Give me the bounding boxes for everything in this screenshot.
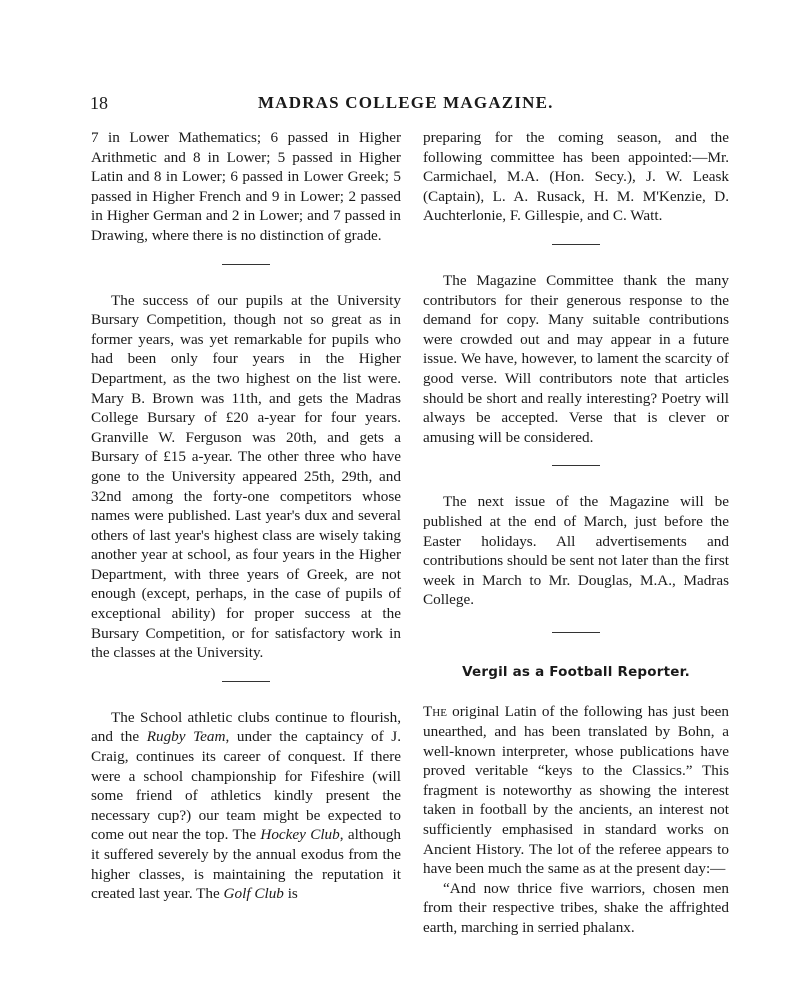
rugby-team-name: Rugby Team <box>146 728 226 746</box>
article-heading: Vergil as a Football Reporter. <box>462 663 690 680</box>
article-intro-paragraph: The original Latin of the following has just been unearthed, and has been translated by Bohn, a well-known interpreter, whose publications have proved veritable “keys to the Classics.” This fragment is noteworthy as showing the interest taken in football by the ancients, an interest not sufficiently emphasised in standard works on Ancient History. The lot of the referee appears to have been much the same as at the present day:— <box>423 703 729 878</box>
golf-club-name: Golf Club <box>223 885 284 903</box>
section-divider <box>552 465 600 466</box>
section-divider <box>552 244 600 245</box>
hockey-club-name: Hockey Club <box>260 826 340 844</box>
next-issue-paragraph: The next issue of the Magazine will be published at the end of March, just before the Easter holidays. All advertisements and contributions should be sent not later than the first week in March to Mr. Douglas, M.A., Madras College. <box>423 493 729 609</box>
bursary-paragraph: The success of our pupils at the University Bursary Competition, though not so great as in former years, was yet remarkable for pupils who had been only four years in the Higher Department, as the two highest on the list were. Mary B. Brown was 11th, and gets the Madras College Bursary of £20 a-year for four years. Granville W. Ferguson was 20th, and gets a Bursary of £15 a-year. The other three who have gone to the University appeared 25th, 29th, and 32nd among the forty-one competitors whose names were published. Last year's dux and several others of last year's highest class are wisely taking another year at school, as four years in the Higher Department, with three years of Greek, are not enough (except, perhaps, in the case of pupils of exceptional ability) for proper success at the Bursary Competition, or for satisfactory work in the classes at the University. <box>91 291 401 662</box>
page-header <box>90 93 730 117</box>
right-column <box>423 128 729 938</box>
left-column <box>91 128 401 904</box>
magazine-committee-paragraph: The Magazine Committee thank the many contributors for their generous response to the demand for copy. Many suitable contributions were crowded out and may appear in a future issue. We have, however, to lament the scarcity of good verse. Will contributors note that articles should be short and really interesting? Poetry will always be accepted. Verse that is clever or amusing will be considered. <box>423 271 729 446</box>
exam-results-paragraph: 7 in Lower Mathematics; 6 passed in Higher Arithmetic and 8 in Lower; 5 passed in Higher Latin and 8 in Lower; 6 passed in Lower Greek; 5 passed in Higher French and 9 in Lower; 2 passed in Higher German and 2 in Lower; and 7 passed in Drawing, where there is no distinction of grade. <box>91 129 401 244</box>
section-divider <box>222 264 270 265</box>
running-title: MADRAS COLLEGE MAGAZINE. <box>258 93 554 112</box>
article-quote-paragraph: “And now thrice five warriors, chosen men from their respective tribes, shake the affrighted earth, marching in serried phalanx. <box>423 879 729 936</box>
athletics-paragraph: The School athletic clubs continue to flourish, and the Rugby Team, under the captaincy of J. Craig, continues its career of conquest. If there were a school championship for Fifeshire (will some friend of athletics kindly present the necessary cup?) our team might be expected to come out near the top. The Hockey Club, although it suffered severely by the annual exodus from the higher classes, is maintaining the reputation it created last year. The Golf Club is <box>91 708 402 903</box>
section-divider <box>552 632 600 633</box>
golf-committee-paragraph: preparing for the coming season, and the following committee has been appointed:—Mr. Carmichael, M.A. (Hon. Secy.), J. W. Leask (Captain), L. A. Rusack, H. M. M'Kenzie, D. Auchterlonie, F. Gillespie, and C. Watt. <box>423 129 729 225</box>
page-number: 18 <box>90 93 108 113</box>
section-divider <box>222 681 270 682</box>
